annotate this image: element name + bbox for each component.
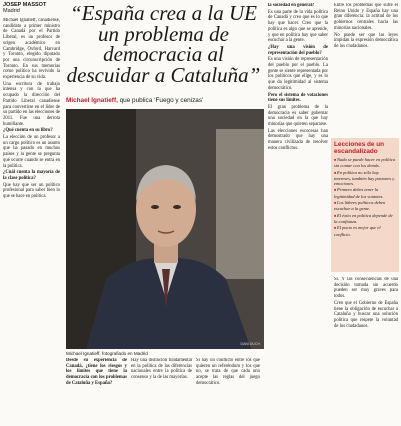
portrait-photo — [66, 109, 264, 349]
question: ¿Qué cuenta en su libro? — [3, 128, 53, 134]
dateline: Madrid — [3, 8, 20, 14]
author-name: JOSEP MASSOT — [3, 2, 47, 8]
bottom-column-2 — [131, 358, 192, 424]
sidebar-item: ■ El pacto es mejor que el conflicto. — [334, 225, 396, 237]
bottom-column-1 — [66, 358, 127, 424]
question: Pero el sistema de votaciones tiene sus límites. — [268, 92, 328, 104]
question: Desde su experiencia de Canadá, ¿tiene los riesgos y los límites que tiene la democracia con los problemas de Cataluña y España? — [66, 358, 127, 386]
paragraph: Es una visión de representación del pueblo por el pueblo. La gente se siente representada por los políticos que elige, y es lo que da legitimidad al sistema democrático. — [268, 57, 328, 91]
sidebar-item: ■ El éxito en política depende de la confianza. — [334, 213, 396, 225]
headline: “España crea a la UE un problema de democracia al descuidar a Cataluña” — [66, 1, 261, 87]
sidebar-list — [331, 157, 399, 237]
sidebar-title: Lecciones de un escandalizado — [334, 141, 385, 155]
sidebar-item: ■ Primero debes tener la legitimidad de los votantes. — [334, 187, 396, 199]
portrait-illustration — [66, 109, 264, 349]
question: ¿Cuál cuenta la mayoría de la clase política? — [3, 170, 60, 181]
article-column-1 — [3, 18, 60, 424]
paragraph: Las elecciones escocesas han demostrado que hay una manera civilizada de resolver estos conflictos. — [268, 128, 328, 151]
subhead-credit — [66, 97, 266, 105]
paragraph: Que hay que ser un político profesional para saber bien lo que se hace en política. — [3, 182, 60, 200]
photo-credit: DANI DUCH — [240, 342, 260, 346]
paragraph: Michael Ignatieff, canadiense, candidato a primer ministro de Canadá por el Partido Liberal, es un profesor de origen académico en Cambridge, Oxford, Harvard y Toronto, elegido diputado por una circunscripción de Toronto. En sus memorias como político ha revivido la experiencia de su vida. — [3, 18, 60, 81]
article-column-4-bottom — [334, 277, 398, 424]
interviewee-name: Michael Ignatieff, — [66, 97, 118, 104]
paragraph: No puede ser que las leyes impidan la expresión democrática de los ciudadanos. — [334, 32, 398, 49]
subhead-text: que publica ‘Fuego y cenizas’ — [117, 97, 204, 104]
paragraph: Si hay un conflicto entre los que quieren un referéndum y los que no, se trata de que cada uno acepte las reglas del juego democrático. — [196, 358, 260, 386]
sidebar-item: ■ Los líderes políticos deben escuchar a la gente. — [334, 200, 396, 212]
paragraph: Es una parte de la vida política de Canadá y creo que es lo que hay que hacer. Creo que la política es algo que se aprende, y que en política hay que saber escuchar a la gente. — [268, 9, 328, 44]
sidebar-box — [331, 138, 399, 272]
photo-caption: Michael Ignatieff, fotografiado en Madrid — [66, 351, 148, 356]
byline — [3, 2, 46, 14]
sidebar-item: ■ Nada se puede hacer en política sin contar con los demás. — [334, 157, 396, 169]
paragraph: Entre los problemas que sufre el Reino Unido y España hay una gran diferencia: la actitud de los gobiernos centrales hacia las minorías nacionales. — [334, 3, 398, 31]
bottom-column-3 — [196, 358, 260, 424]
paragraph: La elección de un profesor a un cargo político es un asunto que ha pasado en muchos países y la gente se pregunta qué ocurre cuando se entra en la política. — [3, 135, 60, 169]
article-column-4-top — [334, 3, 398, 94]
paragraph: El gran problema de la democracia es saber gobernar una sociedad en la que hay minorías que quieren separarse. — [268, 104, 328, 128]
article-column-3 — [268, 3, 328, 424]
paragraph: Una escritura de trabajo intensa y con la que ha ocupado la dirección del Partido Liberal canadiense para convertirse en el líder de su partido en las elecciones de 2011. Fue una derrota humillante. — [3, 81, 60, 127]
question: la sociedad en general? — [268, 3, 315, 8]
paragraph: Sí. Y las consecuencias de una decisión tomada sin acuerdo pueden ser muy graves para todos. — [334, 277, 398, 300]
question: ¿Hay una visión de representación del pueblo? — [268, 44, 328, 56]
sidebar-item: ■ En política no sólo hay intereses, también hay pasiones y emociones. — [334, 170, 396, 187]
paragraph: Hay una distinción fundamental en la política de las diferencias nacionales entre la política de consenso y la de las mayorías. — [131, 358, 192, 381]
paragraph: Creo que el Gobierno de España tiene la obligación de escuchar a Cataluña y buscar una solución política que respete la voluntad de los ciudadanos. — [334, 300, 398, 329]
